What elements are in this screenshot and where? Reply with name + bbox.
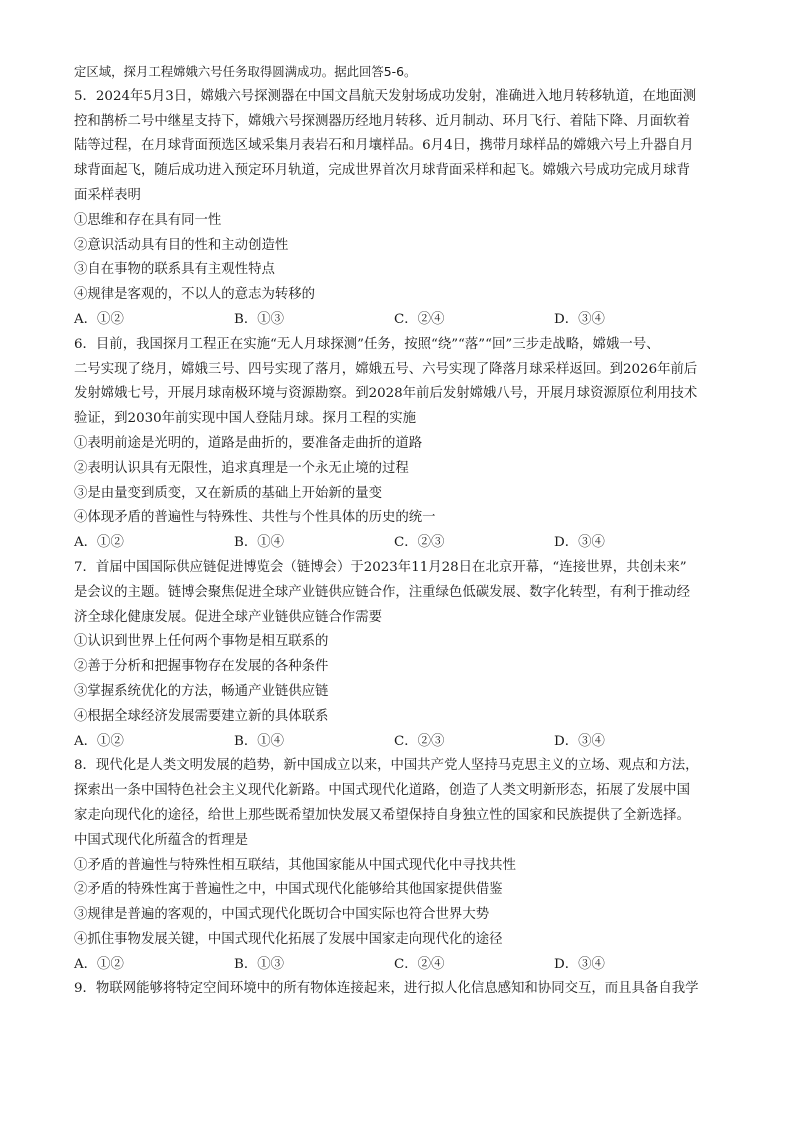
question-stem-line: 中国式现代化所蕴含的哲理是 <box>74 832 249 848</box>
question-stem-line: 球背面起飞，随后成功进入预定环月轨道，完成世界首次月球背面采样和起飞。嫦娥六号成功完成月球背 <box>74 163 690 179</box>
question-stem-line: 验证，到2030年前实现中国人登陆月球。探月工程的实施 <box>74 411 417 427</box>
statement-option: ④体现矛盾的普遍性与特殊性、共性与个性具体的历史的统一 <box>74 510 436 526</box>
question-7 <box>74 556 720 754</box>
question-stem-line: 探索出一条中国特色社会主义现代化新路。中国式现代化道路，创造了人类文明新形态，拓展了发展中国 <box>74 783 690 799</box>
answer-choices <box>74 730 720 755</box>
answer-choice[interactable]: A．①② <box>74 311 124 327</box>
statement-option: ②表明认识具有无限性，追求真理是一个永无止境的过程 <box>74 460 409 476</box>
intro-tail-line: 定区域，探月工程嫦娥六号任务取得圆满成功。据此回答5-6。 <box>74 64 417 79</box>
question-stem-line: 家走向现代化的途径，给世上那些既希望加快发展又希望保持自身独立性的国家和民族提供了全新选择。 <box>74 807 690 823</box>
question-stem-line: 8．现代化是人类文明发展的趋势，新中国成立以来，中国共产党人坚持马克思主义的立场、观点和方法， <box>74 758 699 774</box>
question-stem-line: 控和鹊桥二号中继星支持下，嫦娥六号探测器历经地月转移、近月制动、环月飞行、着陆下降、月面软着 <box>74 113 690 129</box>
statement-option: ①表明前途是光明的，道路是曲折的，要准备走曲折的道路 <box>74 435 423 451</box>
question-stem-line: 6．目前，我国探月工程正在实施“无人月球探测”任务，按照“绕”“落”“回”三步走战略，嫦娥一号、 <box>74 336 660 352</box>
question-5 <box>74 85 720 333</box>
question-stem-line: 5．2024年5月3日，嫦娥六号探测器在中国文昌航天发射场成功发射，准确进入地月转移轨道，在地面测 <box>74 88 697 104</box>
statement-option: ③自在事物的联系具有主观性特点 <box>74 262 275 278</box>
answer-choices <box>74 308 720 333</box>
answer-choice[interactable]: D．③④ <box>554 956 605 972</box>
answer-choice[interactable]: B．①④ <box>234 733 285 749</box>
question-stem-line: 面采样表明 <box>74 187 141 203</box>
question-stem-line: 发射嫦娥七号，开展月球南极环境与资源勘察。到2028年前后发射嫦娥八号，开展月球资源原位利用技术 <box>74 386 698 402</box>
statement-option: ①思维和存在具有同一性 <box>74 212 222 228</box>
statement-option: ④抓住事物发展关键，中国式现代化拓展了发展中国家走向现代化的途径 <box>74 931 503 947</box>
answer-choice[interactable]: C．②③ <box>394 535 445 551</box>
question-8 <box>74 754 720 977</box>
answer-choice[interactable]: D．③④ <box>554 733 605 749</box>
question-stem-line: 陆等过程，在月球背面预选区域采集月表岩石和月壤样品。6月4日，携带月球样品的嫦娥六号上升器自月 <box>74 138 694 154</box>
answer-choice[interactable]: D．③④ <box>554 535 605 551</box>
answer-choice[interactable]: B．①④ <box>234 535 285 551</box>
answer-choice[interactable]: B．①③ <box>234 956 285 972</box>
answer-choices <box>74 953 720 978</box>
answer-choice[interactable]: B．①③ <box>234 311 285 327</box>
question-stem-line: 是会议的主题。链博会聚焦促进全球产业链供应链合作，注重绿色低碳发展、数字化转型，有利于推动经 <box>74 584 690 600</box>
statement-option: ③掌握系统优化的方法，畅通产业链供应链 <box>74 683 329 699</box>
answer-choice[interactable]: C．②③ <box>394 733 445 749</box>
statement-option: ③是由量变到质变，又在新质的基础上开始新的量变 <box>74 485 382 501</box>
question-6 <box>74 333 720 556</box>
statement-option: ②意识活动具有目的性和主动创造性 <box>74 237 289 253</box>
statement-option: ④规律是客观的，不以人的意志为转移的 <box>74 287 316 303</box>
answer-choices <box>74 531 720 556</box>
answer-choice[interactable]: C．②④ <box>394 956 445 972</box>
answer-choice[interactable]: C．②④ <box>394 311 445 327</box>
statement-option: ④根据全球经济发展需要建立新的具体联系 <box>74 708 329 724</box>
answer-choice[interactable]: A．①② <box>74 733 124 749</box>
answer-choice[interactable]: D．③④ <box>554 311 605 327</box>
question-9 <box>74 977 720 1002</box>
statement-option: ①认识到世界上任何两个事物是相互联系的 <box>74 634 329 650</box>
question-stem-line: 7．首届中国国际供应链促进博览会（链博会）于2023年11月28日在北京开幕，“连接世界，共创未来” <box>74 559 687 575</box>
answer-choice[interactable]: A．①② <box>74 535 124 551</box>
question-stem-line: 9．物联网能够将特定空间环境中的所有物体连接起来，进行拟人化信息感知和协同交互，而且具备自我学 <box>74 981 699 997</box>
statement-option: ②矛盾的特殊性寓于普遍性之中，中国式现代化能够给其他国家提供借鉴 <box>74 882 503 898</box>
question-stem-line: 二号实现了绕月，嫦娥三号、四号实现了落月，嫦娥五号、六号实现了降落月球采样返回。到2026年前后 <box>74 361 698 377</box>
question-list <box>74 85 720 1002</box>
question-stem-line: 济全球化健康发展。促进全球产业链供应链合作需要 <box>74 609 382 625</box>
answer-choice[interactable]: A．①② <box>74 956 124 972</box>
statement-option: ①矛盾的普遍性与特殊性相互联结，其他国家能从中国式现代化中寻找共性 <box>74 857 516 873</box>
statement-option: ③规律是普遍的客观的，中国式现代化既切合中国实际也符合世界大势 <box>74 907 490 923</box>
statement-option: ②善于分析和把握事物存在发展的各种条件 <box>74 659 329 675</box>
